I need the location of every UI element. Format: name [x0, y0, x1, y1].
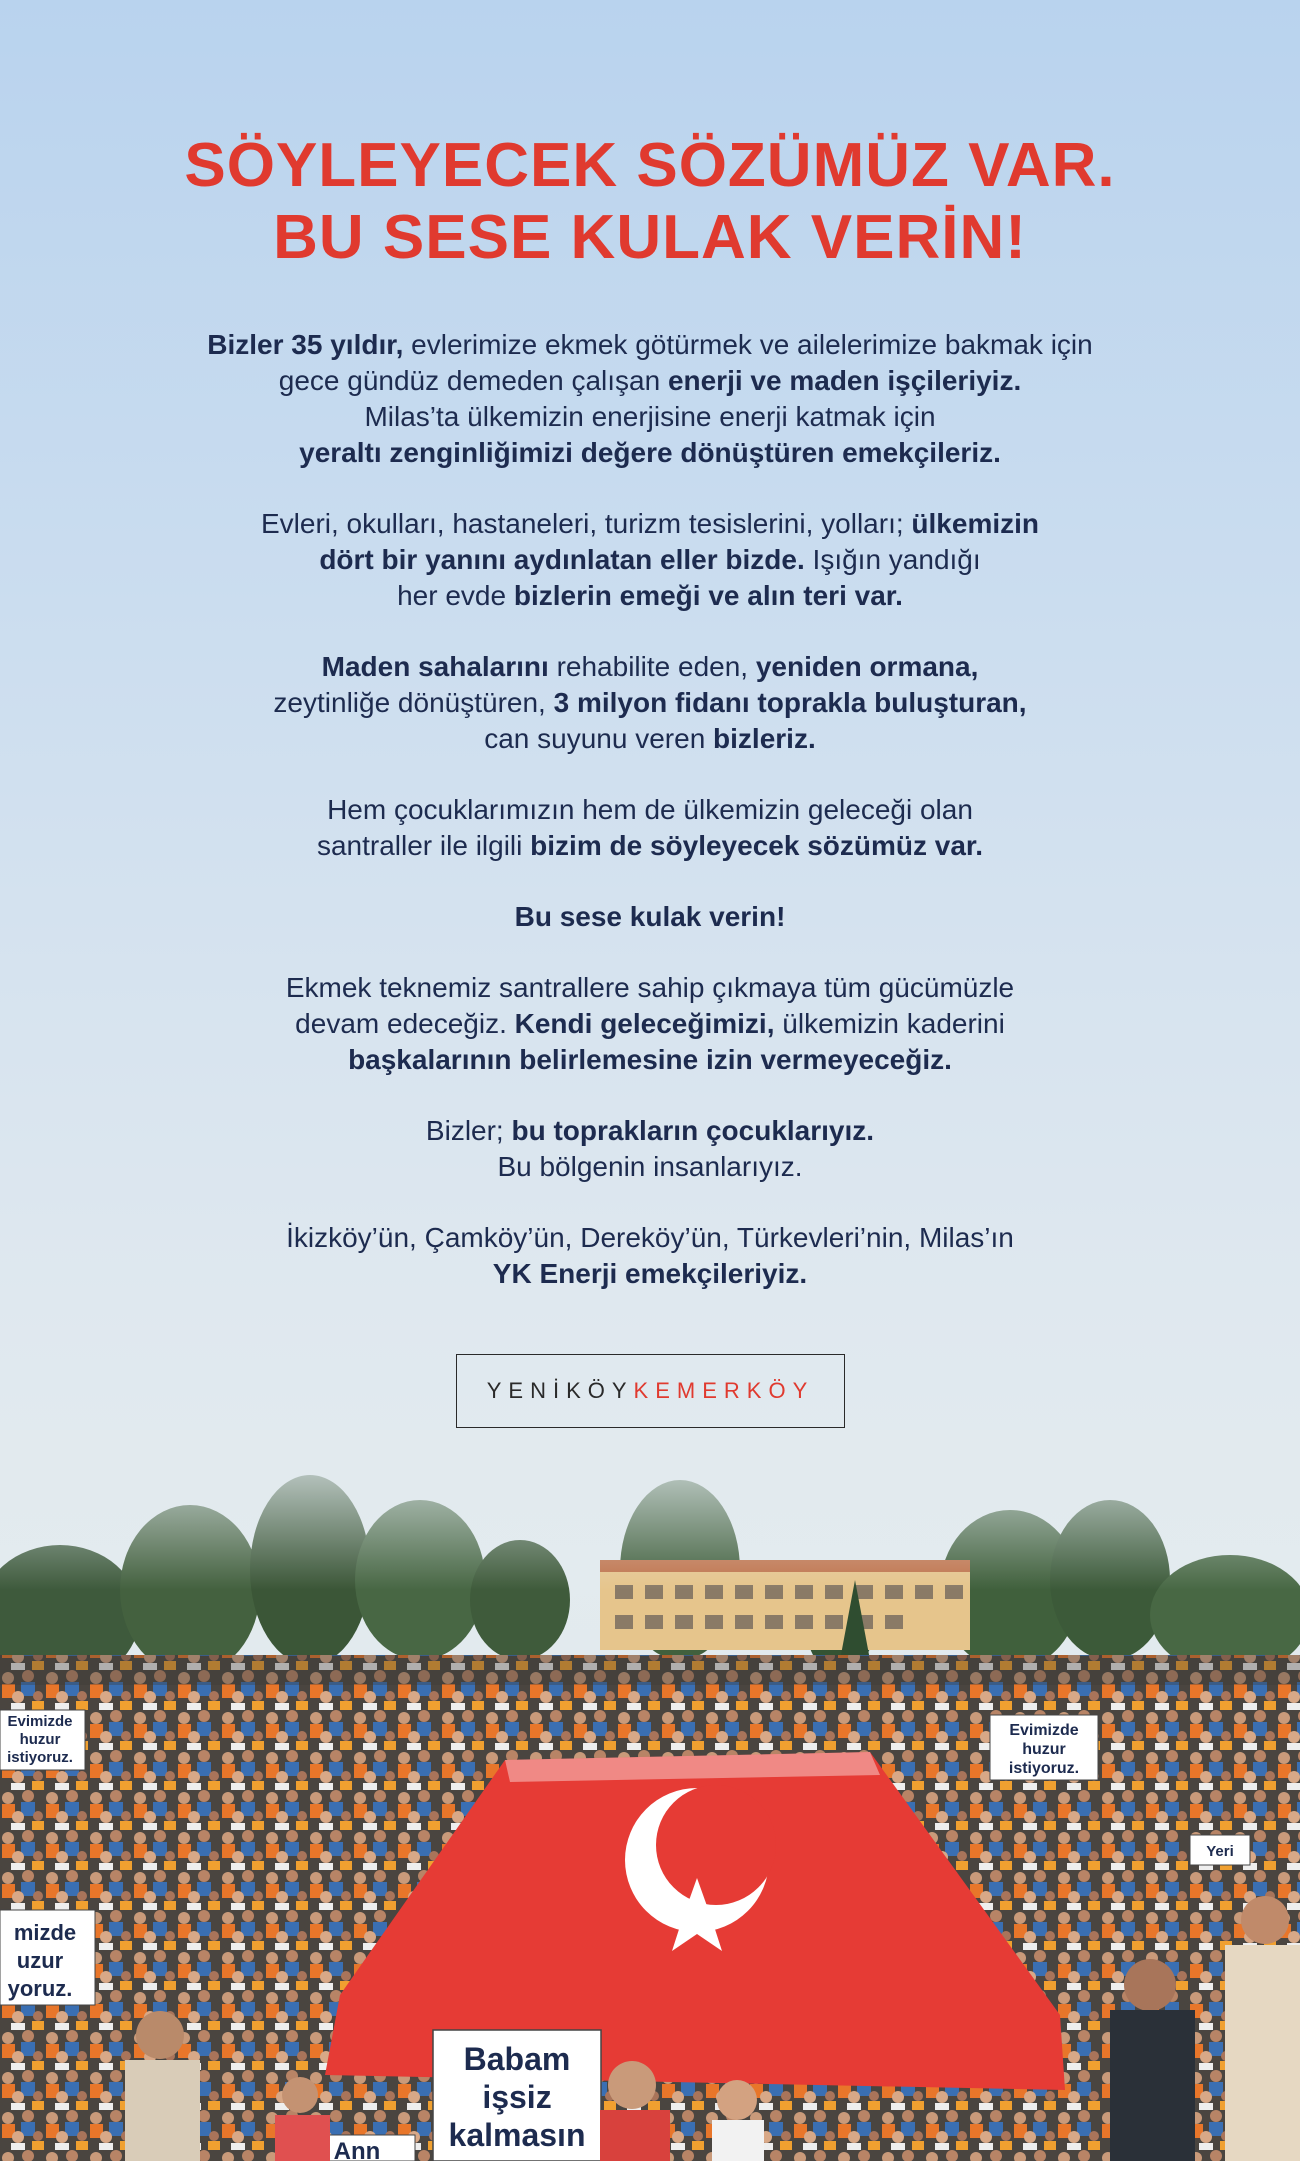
- body-line: [100, 578, 1200, 614]
- protest-sign-left-top: [0, 1710, 85, 1770]
- crowd-photo: [0, 1430, 1300, 2161]
- body-text: devam edeceğiz.: [295, 1008, 515, 1039]
- emphasis-text: YK Enerji emekçileriyiz.: [492, 1258, 808, 1289]
- emphasis-text: bu toprakların çocuklarıyız.: [511, 1115, 875, 1146]
- emphasis-text: Bizler 35 yıldır,: [207, 329, 404, 360]
- body-line: [100, 1220, 1200, 1256]
- emphasis-text: bizlerin emeği ve alın teri var.: [513, 580, 903, 611]
- body-text: Hem çocuklarımızın hem de ülkemizin geleceği olan: [327, 794, 973, 825]
- body-paragraph: [100, 899, 1200, 935]
- protest-sign-right-top: [990, 1715, 1098, 1780]
- body-line: [100, 899, 1200, 935]
- body-line: [100, 721, 1200, 757]
- emphasis-text: ülkemizin: [911, 508, 1040, 539]
- emphasis-text: Bu sese kulak verin!: [514, 901, 786, 932]
- body-line: [100, 685, 1200, 721]
- body-text: Evleri, okulları, hastaneleri, turizm tesislerini, yolları;: [260, 508, 912, 539]
- body-text: İkizköy’ün, Çamköy’ün, Dereköy’ün, Türkevleri’nin, Milas’ın: [286, 1222, 1014, 1253]
- sign-text: mizde: [13, 1920, 77, 1945]
- emphasis-text: Maden sahalarını: [321, 651, 549, 682]
- body-line: [100, 327, 1200, 363]
- body-line: [100, 435, 1200, 471]
- body-copy: [100, 327, 1200, 1327]
- emphasis-text: yeniden ormana,: [755, 651, 979, 682]
- sign-text: Ann: [333, 2138, 381, 2161]
- emphasis-text: dört bir yanını aydınlatan eller bizde.: [319, 544, 805, 575]
- body-line: [100, 506, 1200, 542]
- body-text: evlerimize ekmek götürmek ve ailelerimize bakmak için: [403, 329, 1093, 360]
- company-logo: [456, 1354, 845, 1428]
- body-line: [100, 970, 1200, 1006]
- body-text: Bizler;: [425, 1115, 512, 1146]
- body-paragraph: [100, 506, 1200, 614]
- sign-text: Evimizde: [1009, 1722, 1079, 1739]
- logo-text-kemerkoy: KEMERKÖY: [633, 1378, 815, 1403]
- body-text: Işığın yandığı: [804, 544, 981, 575]
- emphasis-text: bizleriz.: [713, 723, 816, 754]
- body-text: gece gündüz demeden çalışan: [278, 365, 668, 396]
- body-paragraph: [100, 792, 1200, 864]
- body-text: Bu bölgenin insanlarıyız.: [497, 1151, 803, 1182]
- body-text: zeytinliğe dönüştüren,: [273, 687, 554, 718]
- emphasis-text: Kendi geleceğimizi,: [514, 1008, 775, 1039]
- protest-sign-right-small: [1190, 1835, 1250, 1865]
- emphasis-text: bizim de söyleyecek sözümüz var.: [530, 830, 984, 861]
- body-paragraph: [100, 649, 1200, 757]
- emphasis-text: enerji ve maden işçileriyiz.: [667, 365, 1022, 396]
- body-line: [100, 1042, 1200, 1078]
- sign-text: istiyoruz.: [7, 1749, 73, 1766]
- body-text: ülkemizin kaderini: [774, 1008, 1005, 1039]
- sign-text: Yeri: [1206, 1843, 1234, 1860]
- body-line: [100, 399, 1200, 435]
- logo-text-yenikoy: YENİKÖY: [486, 1378, 634, 1403]
- body-line: [100, 792, 1200, 828]
- emphasis-text: 3 milyon fidanı toprakla buluşturan,: [553, 687, 1027, 718]
- body-line: [100, 649, 1200, 685]
- sign-text: huzur: [1022, 1741, 1066, 1758]
- emphasis-text: yeraltı zenginliğimizi değere dönüştüren emekçileriz.: [299, 437, 1001, 468]
- headline-line-2: BU SESE KULAK VERİN!: [273, 203, 1027, 272]
- headline: [0, 130, 1300, 274]
- body-text: can suyunu veren: [484, 723, 714, 754]
- headline-line-1: SÖYLEYECEK SÖZÜMÜZ VAR.: [184, 131, 1116, 200]
- body-line: [100, 1113, 1200, 1149]
- body-line: [100, 1149, 1200, 1185]
- body-paragraph: [100, 1220, 1200, 1292]
- body-line: [100, 542, 1200, 578]
- sign-text: Babam: [463, 2041, 571, 2077]
- body-text: Ekmek teknemiz santrallere sahip çıkmaya tüm gücümüzle: [285, 972, 1015, 1003]
- body-text: Milas’ta ülkemizin enerjisine enerji katmak için: [364, 401, 936, 432]
- sign-text: işsiz: [482, 2079, 552, 2115]
- body-text: santraller ile ilgili: [316, 830, 531, 861]
- body-line: [100, 1256, 1200, 1292]
- body-paragraph: [100, 970, 1200, 1078]
- sign-text: istiyoruz.: [1008, 1760, 1080, 1777]
- sign-text: yoruz.: [7, 1976, 73, 2001]
- body-text: her evde: [397, 580, 514, 611]
- body-line: [100, 1006, 1200, 1042]
- sign-text: Evimizde: [7, 1713, 73, 1730]
- protest-sign-left-mid: [0, 1910, 95, 2005]
- sign-text: kalmasın: [448, 2117, 586, 2153]
- body-line: [100, 828, 1200, 864]
- body-text: rehabilite eden,: [548, 651, 756, 682]
- sign-text: uzur: [16, 1948, 64, 1973]
- emphasis-text: başkalarının belirlemesine izin vermeyeceğiz.: [348, 1044, 952, 1075]
- protest-sign-center: [433, 2030, 601, 2161]
- body-line: [100, 363, 1200, 399]
- sign-text: huzur: [19, 1731, 61, 1748]
- body-paragraph: [100, 1113, 1200, 1185]
- body-paragraph: [100, 327, 1200, 471]
